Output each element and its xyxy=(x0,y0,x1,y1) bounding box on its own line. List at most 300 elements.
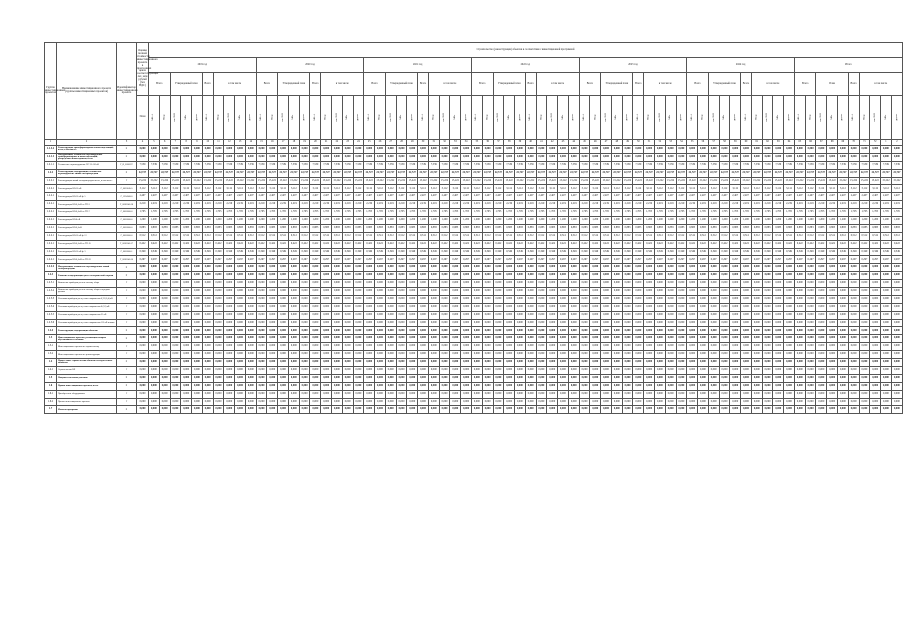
row-value-cell: 0,000 xyxy=(256,295,267,303)
unit-label xyxy=(536,96,547,140)
row-value-cell: 0,000 xyxy=(170,295,181,303)
row-value-cell: 0,000 xyxy=(579,382,590,390)
row-value-cell: 1,200 xyxy=(751,217,762,225)
row-value-cell: 0,000 xyxy=(407,398,418,406)
row-value-cell: 0,000 xyxy=(547,311,558,319)
row-value-cell: 0,000 xyxy=(644,359,655,367)
row-value-cell: 22,727 xyxy=(741,169,752,177)
row-value-cell: 0,000 xyxy=(299,335,310,343)
row-value-cell: 15,222 xyxy=(493,177,504,185)
row-value-cell: 0,000 xyxy=(891,319,902,327)
row-value-cell: 0,000 xyxy=(687,311,698,319)
row-value-cell: 0,349 xyxy=(687,248,698,256)
row-number: 1.5 xyxy=(45,374,57,382)
row-value-cell: 2,407 xyxy=(558,193,569,201)
row-value-cell: 0,000 xyxy=(698,406,709,414)
row-value-cell: 0,000 xyxy=(816,406,827,414)
row-value-cell: 7,539 xyxy=(676,161,687,169)
row-value-cell: 0,883 xyxy=(342,224,353,232)
row-value-cell: 0,512 xyxy=(547,232,558,240)
row-value-cell: 0,000 xyxy=(784,319,795,327)
row-value-cell: 15,222 xyxy=(278,177,289,185)
row-value-cell: 0,000 xyxy=(590,319,601,327)
row-value-cell: 0,000 xyxy=(730,153,741,161)
row-value-cell: 1,705 xyxy=(278,209,289,217)
unit-label xyxy=(891,96,902,140)
row-value-cell: 3,112 xyxy=(364,185,375,193)
row-value-cell: 0,000 xyxy=(332,374,343,382)
row-value-cell: 0,000 xyxy=(848,311,859,319)
row-value-cell: 1,200 xyxy=(493,217,504,225)
row-value-cell: 0,000 xyxy=(579,153,590,161)
row-value-cell: 0,000 xyxy=(590,398,601,406)
row-value-cell: 0,000 xyxy=(859,335,870,343)
row-value-cell: 0,000 xyxy=(224,390,235,398)
unit-label xyxy=(224,96,235,140)
row-value-cell: 0,000 xyxy=(149,264,160,272)
row-value-cell: 0,883 xyxy=(687,224,698,232)
row-value-cell: 1,200 xyxy=(881,217,892,225)
row-plan-value: 3,112 xyxy=(137,185,149,193)
row-value-cell: 0,000 xyxy=(342,272,353,280)
row-value-cell: 0,000 xyxy=(611,374,622,382)
row-value-cell: 0,000 xyxy=(224,153,235,161)
row-value-cell: 0,000 xyxy=(450,335,461,343)
row-value-cell: 0,512 xyxy=(267,232,278,240)
row-value-cell: 0,422 xyxy=(654,240,665,248)
row-value-cell: 7,539 xyxy=(418,161,429,169)
row-value-cell: 0,000 xyxy=(794,406,805,414)
row-value-cell: 15,222 xyxy=(213,177,224,185)
unit-label xyxy=(515,96,526,140)
column-number: 32 xyxy=(439,140,450,146)
row-value-cell: 0,000 xyxy=(644,264,655,272)
row-value-cell: 0,000 xyxy=(450,288,461,296)
row-value-cell: 2,407 xyxy=(784,193,795,201)
row-value-cell: 2,219 xyxy=(385,201,396,209)
row-value-cell: 7,539 xyxy=(654,161,665,169)
row-value-cell: 2,407 xyxy=(385,193,396,201)
row-value-cell: 0,000 xyxy=(471,390,482,398)
row-value-cell: 0,000 xyxy=(181,366,192,374)
row-value-cell: 2,219 xyxy=(353,201,364,209)
unit-label xyxy=(698,96,709,140)
row-code: Г_0000000-0 xyxy=(117,224,137,232)
row-value-cell: 0,883 xyxy=(267,224,278,232)
row-value-cell: 0,000 xyxy=(192,280,203,288)
row-value-cell: 0,000 xyxy=(364,264,375,272)
row-value-cell: 0,000 xyxy=(654,295,665,303)
row-value-cell: 0,000 xyxy=(213,390,224,398)
row-value-cell: 0,297 xyxy=(773,256,784,264)
row-value-cell: 7,539 xyxy=(762,161,773,169)
row-value-cell: 0,422 xyxy=(375,240,386,248)
row-value-cell: 22,727 xyxy=(504,169,515,177)
row-value-cell: 15,222 xyxy=(159,177,170,185)
row-value-cell: 0,000 xyxy=(364,311,375,319)
row-value-cell: 0,000 xyxy=(364,295,375,303)
row-value-cell: 0,000 xyxy=(773,351,784,359)
row-value-cell: 2,407 xyxy=(719,193,730,201)
row-value-cell: 22,727 xyxy=(870,169,881,177)
row-value-cell: 0,297 xyxy=(245,256,256,264)
table-row xyxy=(45,232,903,240)
row-value-cell: 0,000 xyxy=(751,303,762,311)
row-value-cell: 0,512 xyxy=(342,232,353,240)
row-value-cell: 0,000 xyxy=(848,280,859,288)
row-value-cell: 0,297 xyxy=(794,256,805,264)
row-value-cell: 0,000 xyxy=(396,311,407,319)
row-value-cell: 0,000 xyxy=(332,303,343,311)
row-value-cell: 0,349 xyxy=(676,248,687,256)
row-value-cell: 7,539 xyxy=(299,161,310,169)
row-value-cell: 2,407 xyxy=(762,193,773,201)
row-value-cell: 0,000 xyxy=(730,359,741,367)
row-value-cell: 0,000 xyxy=(149,303,160,311)
row-value-cell: 15,222 xyxy=(762,177,773,185)
row-value-cell: 0,297 xyxy=(224,256,235,264)
row-value-cell: 0,512 xyxy=(805,232,816,240)
row-value-cell: 0,000 xyxy=(353,272,364,280)
row-value-cell: 0,000 xyxy=(310,374,321,382)
row-number: 1.2.1.1 xyxy=(45,161,57,169)
row-value-cell: 0,000 xyxy=(407,390,418,398)
row-value-cell: 2,407 xyxy=(461,193,472,201)
row-value-cell: 0,000 xyxy=(525,390,536,398)
vertical-label: другое xyxy=(571,114,575,121)
row-value-cell: 0,000 xyxy=(504,146,515,154)
row-value-cell: 0,000 xyxy=(762,327,773,335)
row-value-cell: 0,000 xyxy=(848,382,859,390)
row-value-cell: 0,000 xyxy=(859,374,870,382)
row-value-cell: 0,000 xyxy=(256,351,267,359)
row-value-cell: 0,000 xyxy=(288,366,299,374)
row-value-cell: 0,422 xyxy=(870,240,881,248)
row-name: Приобретение оборудования xyxy=(57,390,117,398)
row-value-cell: 0,883 xyxy=(676,224,687,232)
row-value-cell: 0,000 xyxy=(450,319,461,327)
row-value-cell: 0,000 xyxy=(568,295,579,303)
row-value-cell: 0,000 xyxy=(827,351,838,359)
row-value-cell: 3,112 xyxy=(213,185,224,193)
row-value-cell: 0,000 xyxy=(794,351,805,359)
column-number: 2 xyxy=(891,140,902,146)
row-value-cell: 0,000 xyxy=(827,319,838,327)
row-value-cell: 0,000 xyxy=(192,390,203,398)
row-value-cell: 0,000 xyxy=(256,272,267,280)
row-value-cell: 0,422 xyxy=(267,240,278,248)
row-value-cell: 0,512 xyxy=(708,232,719,240)
row-value-cell: 0,000 xyxy=(827,374,838,382)
row-value-cell: 0,297 xyxy=(256,256,267,264)
row-value-cell: 0,000 xyxy=(773,319,784,327)
row-value-cell: 0,000 xyxy=(396,374,407,382)
row-value-cell: 0,000 xyxy=(568,311,579,319)
row-value-cell: 0,000 xyxy=(471,272,482,280)
row-value-cell: 0,000 xyxy=(256,288,267,296)
column-number: 17 xyxy=(278,140,289,146)
row-plan-value: 0,000 xyxy=(137,319,149,327)
row-value-cell: 0,000 xyxy=(332,343,343,351)
row-value-cell: 0,000 xyxy=(299,406,310,414)
row-value-cell: 0,512 xyxy=(278,232,289,240)
row-value-cell: 22,727 xyxy=(568,169,579,177)
row-value-cell: 0,000 xyxy=(428,295,439,303)
row-name: Реконструкция, модернизация, техническое перевооружение линий электропередачи xyxy=(57,169,117,177)
row-value-cell: 3,112 xyxy=(676,185,687,193)
row-value-cell: 0,000 xyxy=(525,366,536,374)
row-value-cell: 15,222 xyxy=(149,177,160,185)
row-value-cell: 0,000 xyxy=(676,343,687,351)
row-value-cell: 0,000 xyxy=(859,264,870,272)
row-value-cell: 0,000 xyxy=(439,366,450,374)
table-row xyxy=(45,169,903,177)
row-value-cell: 15,222 xyxy=(342,177,353,185)
row-value-cell: 0,349 xyxy=(428,248,439,256)
row-value-cell: 0,000 xyxy=(590,374,601,382)
row-value-cell: 0,000 xyxy=(762,343,773,351)
row-value-cell: 0,000 xyxy=(611,153,622,161)
row-value-cell: 0,000 xyxy=(676,288,687,296)
row-value-cell: 0,000 xyxy=(751,343,762,351)
row-value-cell: 22,727 xyxy=(267,169,278,177)
row-value-cell: 0,000 xyxy=(288,351,299,359)
row-value-cell: 0,000 xyxy=(730,264,741,272)
row-value-cell: 0,000 xyxy=(848,406,859,414)
row-value-cell: 0,000 xyxy=(159,335,170,343)
row-code: Г xyxy=(117,335,137,343)
table-row xyxy=(45,343,903,351)
row-value-cell: 3,112 xyxy=(741,185,752,193)
column-number: 69 xyxy=(838,140,849,146)
row-value-cell: 7,539 xyxy=(159,161,170,169)
column-number: 25 xyxy=(364,140,375,146)
unit-label xyxy=(482,96,493,140)
row-name: Реконструкция ВЛ-10 кВ xyxy=(57,185,117,193)
row-value-cell: 0,000 xyxy=(364,288,375,296)
row-value-cell: 1,705 xyxy=(385,209,396,217)
row-value-cell: 0,000 xyxy=(418,319,429,327)
table-row xyxy=(45,193,903,201)
row-value-cell: 7,539 xyxy=(385,161,396,169)
row-value-cell: 22,727 xyxy=(385,169,396,177)
row-value-cell: 0,000 xyxy=(859,319,870,327)
row-value-cell: 0,000 xyxy=(321,366,332,374)
unit-label xyxy=(784,96,795,140)
row-value-cell: 0,000 xyxy=(784,295,795,303)
row-value-cell: 0,422 xyxy=(428,240,439,248)
vertical-label: другое xyxy=(410,114,413,121)
row-number: 1.2.2.1 xyxy=(45,248,57,256)
row-number: 1.6 xyxy=(45,382,57,390)
row-value-cell: 0,000 xyxy=(170,366,181,374)
table-row xyxy=(45,185,903,193)
row-value-cell: 0,000 xyxy=(245,398,256,406)
row-number: 1.2.2.2 xyxy=(45,264,57,272)
row-value-cell: 0,000 xyxy=(428,374,439,382)
row-name: Реконструкция ВЛ-10 кВ ф. 5 xyxy=(57,193,117,201)
row-value-cell: 0,000 xyxy=(278,264,289,272)
row-value-cell: 0,297 xyxy=(213,256,224,264)
row-value-cell: 0,000 xyxy=(611,382,622,390)
row-value-cell: 0,000 xyxy=(385,272,396,280)
row-value-cell: 0,000 xyxy=(611,335,622,343)
row-value-cell: 0,297 xyxy=(493,256,504,264)
row-value-cell: 0,512 xyxy=(245,232,256,240)
row-value-cell: 0,000 xyxy=(794,303,805,311)
row-value-cell: 1,200 xyxy=(170,217,181,225)
row-value-cell: 2,407 xyxy=(428,193,439,201)
row-plan-value: 0,000 xyxy=(137,280,149,288)
unit-label xyxy=(407,96,418,140)
column-number: 44 xyxy=(568,140,579,146)
row-value-cell: 0,000 xyxy=(396,153,407,161)
row-value-cell: 0,000 xyxy=(654,272,665,280)
row-value-cell: 0,000 xyxy=(827,390,838,398)
row-value-cell: 0,000 xyxy=(396,303,407,311)
row-value-cell: 0,297 xyxy=(385,256,396,264)
row-value-cell: 2,219 xyxy=(568,201,579,209)
row-value-cell: 3,112 xyxy=(558,185,569,193)
row-value-cell: 0,883 xyxy=(439,224,450,232)
row-value-cell: 0,000 xyxy=(159,359,170,367)
row-value-cell: 0,000 xyxy=(471,319,482,327)
row-value-cell: 0,297 xyxy=(321,256,332,264)
row-value-cell: 0,000 xyxy=(202,335,213,343)
row-value-cell: 0,000 xyxy=(773,295,784,303)
row-value-cell: 0,000 xyxy=(450,382,461,390)
unit-label xyxy=(202,96,213,140)
row-value-cell: 0,000 xyxy=(149,295,160,303)
row-value-cell: 0,000 xyxy=(267,351,278,359)
row-plan-value: 0,000 xyxy=(137,343,149,351)
row-value-cell: 0,000 xyxy=(504,264,515,272)
row-value-cell: 0,000 xyxy=(881,335,892,343)
row-value-cell: 0,000 xyxy=(611,398,622,406)
row-value-cell: 2,219 xyxy=(762,201,773,209)
row-value-cell: 0,000 xyxy=(192,406,203,414)
row-value-cell: 0,000 xyxy=(310,406,321,414)
vertical-label: МВт xyxy=(883,115,887,120)
row-value-cell: 0,883 xyxy=(611,224,622,232)
row-value-cell: 0,000 xyxy=(698,288,709,296)
row-value-cell: 0,000 xyxy=(547,146,558,154)
sub-header-incl: в том числе xyxy=(536,73,579,96)
table-row xyxy=(45,366,903,374)
row-value-cell: 0,297 xyxy=(859,256,870,264)
row-value-cell: 0,000 xyxy=(192,295,203,303)
row-value-cell: 0,000 xyxy=(461,280,472,288)
row-value-cell: 0,883 xyxy=(719,224,730,232)
row-value-cell: 0,000 xyxy=(773,382,784,390)
row-value-cell: 0,000 xyxy=(342,398,353,406)
row-value-cell: 0,000 xyxy=(213,382,224,390)
row-value-cell: 0,000 xyxy=(159,406,170,414)
row-value-cell: 0,000 xyxy=(482,288,493,296)
row-value-cell: 0,883 xyxy=(558,224,569,232)
row-value-cell: 0,297 xyxy=(579,256,590,264)
row-value-cell: 0,512 xyxy=(870,232,881,240)
row-value-cell: 0,000 xyxy=(159,374,170,382)
row-value-cell: 0,349 xyxy=(267,248,278,256)
row-value-cell: 0,000 xyxy=(751,272,762,280)
row-value-cell: 2,407 xyxy=(450,193,461,201)
row-value-cell: 0,000 xyxy=(676,398,687,406)
unit-label xyxy=(622,96,633,140)
row-value-cell: 0,000 xyxy=(838,366,849,374)
row-value-cell: 0,883 xyxy=(482,224,493,232)
row-value-cell: 3,112 xyxy=(407,185,418,193)
row-value-cell: 15,222 xyxy=(536,177,547,185)
row-value-cell: 15,222 xyxy=(256,177,267,185)
row-value-cell: 0,000 xyxy=(149,280,160,288)
row-value-cell: 0,000 xyxy=(633,303,644,311)
row-value-cell: 0,349 xyxy=(332,248,343,256)
row-code: Г_0000000-0 xyxy=(117,209,137,217)
row-value-cell: 0,349 xyxy=(288,248,299,256)
row-value-cell: 0,000 xyxy=(891,311,902,319)
row-value-cell: 0,000 xyxy=(881,146,892,154)
row-value-cell: 0,000 xyxy=(870,366,881,374)
row-value-cell: 0,000 xyxy=(665,366,676,374)
row-value-cell: 22,727 xyxy=(536,169,547,177)
row-value-cell: 0,000 xyxy=(633,288,644,296)
unit-label xyxy=(816,96,827,140)
row-value-cell: 0,000 xyxy=(353,303,364,311)
row-value-cell: 0,000 xyxy=(773,359,784,367)
row-value-cell: 0,000 xyxy=(385,374,396,382)
row-code: Г xyxy=(117,264,137,272)
row-value-cell: 3,112 xyxy=(245,185,256,193)
row-value-cell: 0,000 xyxy=(859,153,870,161)
row-value-cell: 0,512 xyxy=(450,232,461,240)
row-value-cell: 0,349 xyxy=(439,248,450,256)
row-value-cell: 22,727 xyxy=(407,169,418,177)
row-value-cell: 0,000 xyxy=(741,319,752,327)
row-value-cell: 0,000 xyxy=(848,146,859,154)
row-value-cell: 0,883 xyxy=(385,224,396,232)
row-value-cell: 0,000 xyxy=(418,288,429,296)
row-value-cell: 0,000 xyxy=(579,327,590,335)
row-value-cell: 0,000 xyxy=(493,146,504,154)
row-value-cell: 2,407 xyxy=(439,193,450,201)
row-value-cell: 1,200 xyxy=(741,217,752,225)
row-value-cell: 0,000 xyxy=(719,343,730,351)
row-value-cell: 0,000 xyxy=(504,295,515,303)
row-value-cell: 0,883 xyxy=(547,224,558,232)
row-value-cell: 0,000 xyxy=(493,280,504,288)
row-plan-value: 2,407 xyxy=(137,193,149,201)
column-number: 24 xyxy=(353,140,364,146)
row-value-cell: 0,000 xyxy=(170,319,181,327)
row-value-cell: 0,883 xyxy=(848,224,859,232)
row-value-cell: 0,000 xyxy=(622,327,633,335)
row-value-cell: 0,000 xyxy=(461,343,472,351)
row-value-cell: 0,000 xyxy=(816,335,827,343)
row-value-cell: 0,000 xyxy=(719,288,730,296)
row-value-cell: 0,349 xyxy=(633,248,644,256)
row-number: 1.3.2 xyxy=(45,351,57,359)
row-value-cell: 0,000 xyxy=(654,366,665,374)
row-value-cell: 0,000 xyxy=(891,382,902,390)
row-value-cell: 0,000 xyxy=(342,382,353,390)
vertical-label: км ЛЭП xyxy=(388,113,392,122)
row-value-cell: 1,705 xyxy=(590,209,601,217)
row-value-cell: 15,222 xyxy=(676,177,687,185)
row-value-cell: 1,705 xyxy=(353,209,364,217)
row-value-cell: 0,000 xyxy=(213,311,224,319)
row-value-cell: 15,222 xyxy=(719,177,730,185)
